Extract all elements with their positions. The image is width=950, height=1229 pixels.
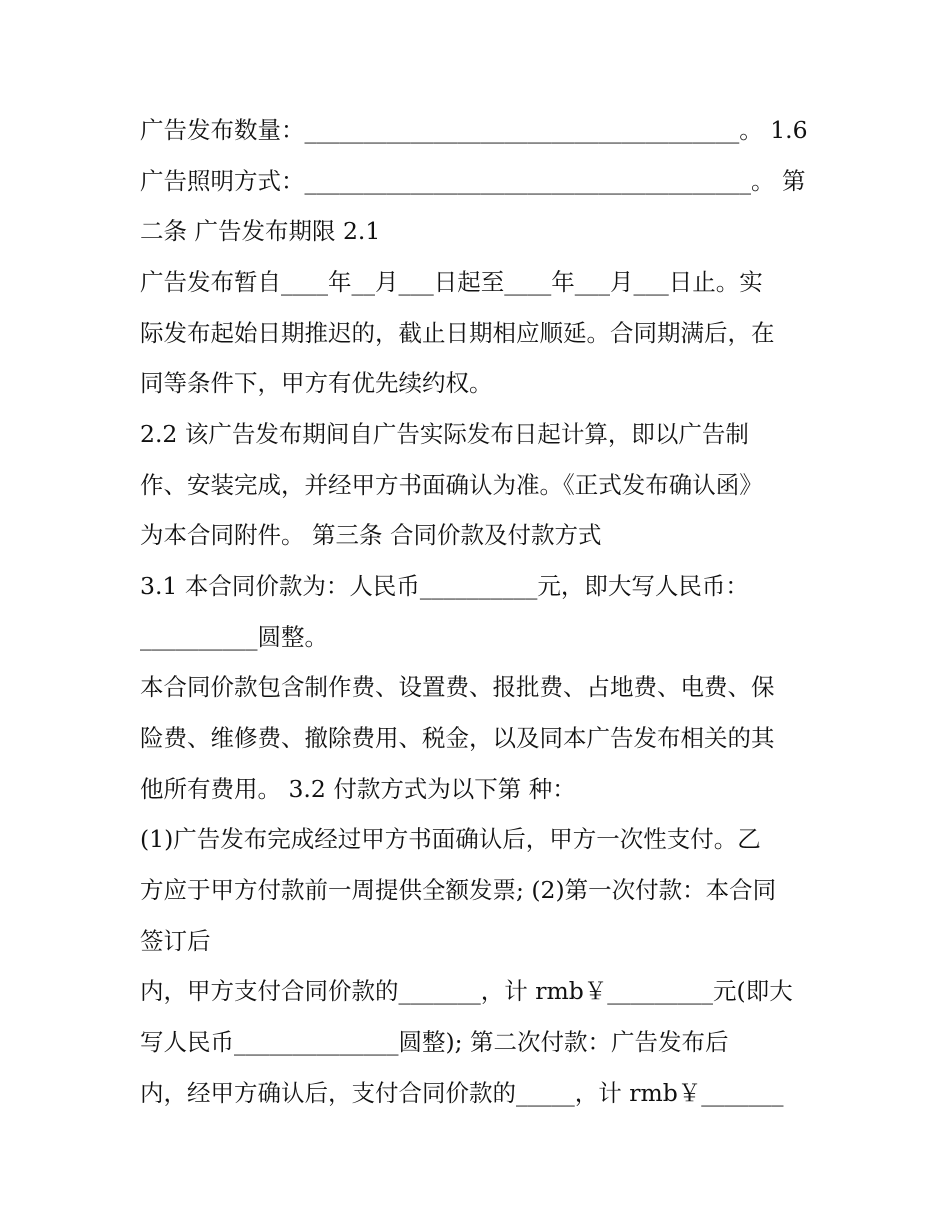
text-line: 为本合同附件。 第三条 合同价款及付款方式 (140, 521, 602, 549)
text-line: 同等条件下，甲方有优先续约权。 (140, 369, 493, 397)
text-line: 广告发布数量：_____________________________________。 1.6 (140, 116, 808, 144)
text-line: 广告发布暂自____年__月___日起至____年___月___日止。实 (140, 268, 763, 296)
text-line: 广告照明方式：______________________________________。 第 (140, 167, 806, 195)
text-line: 方应于甲方付款前一周提供全额发票; (2)第一次付款：本合同 (140, 876, 777, 904)
text-line: 他所有费用。 3.2 付款方式为以下第 种： (140, 775, 576, 803)
text-line: __________圆整。 (140, 623, 328, 651)
text-line: 内，经甲方确认后，支付合同价款的_____，计 rmb￥_______ (140, 1079, 784, 1107)
text-line: 2.2 该广告发布期间自广告实际发布日起计算，即以广告制 (140, 420, 749, 448)
text-line: 写人民币______________圆整); 第二次付款：广告发布后 (140, 1028, 729, 1056)
text-line: (1)广告发布完成经过甲方书面确认后，甲方一次性支付。乙 (140, 825, 761, 853)
text-line: 内，甲方支付合同价款的_______，计 rmb￥_________元(即大 (140, 977, 793, 1005)
text-line: 际发布起始日期推迟的，截止日期相应顺延。合同期满后，在 (140, 319, 775, 347)
text-line: 签订后 (140, 927, 211, 955)
text-line: 作、安装完成，并经甲方书面确认为准。《正式发布确认函》 (140, 471, 763, 499)
text-line: 本合同价款包含制作费、设置费、报批费、占地费、电费、保 (140, 673, 775, 701)
text-line: 3.1 本合同价款为：人民币__________元，即大写人民币： (140, 572, 749, 600)
text-line: 二条 广告发布期限 2.1 (140, 217, 381, 245)
text-line: 险费、维修费、撤除费用、税金，以及同本广告发布相关的其 (140, 724, 775, 752)
